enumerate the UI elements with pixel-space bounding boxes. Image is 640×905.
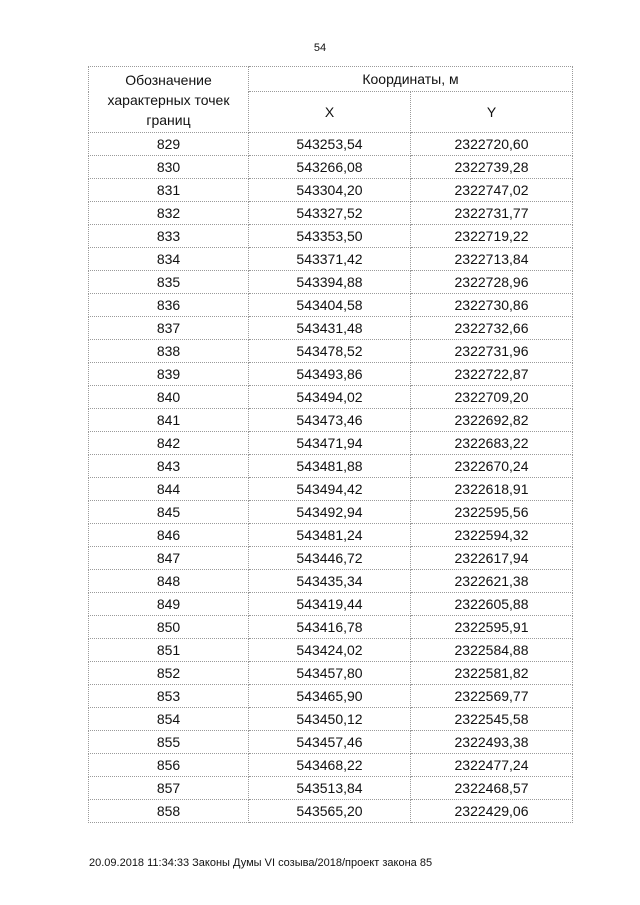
point-cell: 836 bbox=[89, 294, 249, 317]
y-coordinate-cell: 2322720,60 bbox=[411, 133, 573, 156]
point-cell: 835 bbox=[89, 271, 249, 294]
point-cell: 841 bbox=[89, 409, 249, 432]
table-row bbox=[89, 317, 573, 340]
table-row bbox=[89, 179, 573, 202]
coordinates-table bbox=[88, 66, 573, 823]
table-row bbox=[89, 248, 573, 271]
table-row bbox=[89, 156, 573, 179]
x-coordinate-cell: 543471,94 bbox=[249, 432, 411, 455]
x-coordinate-cell: 543473,46 bbox=[249, 409, 411, 432]
y-coordinate-cell: 2322719,22 bbox=[411, 225, 573, 248]
coordinates-header: Координаты, м bbox=[249, 67, 573, 92]
table-header-row bbox=[89, 67, 573, 92]
y-coordinate-cell: 2322605,88 bbox=[411, 593, 573, 616]
table-row bbox=[89, 294, 573, 317]
table-row bbox=[89, 409, 573, 432]
table-row bbox=[89, 754, 573, 777]
point-cell: 834 bbox=[89, 248, 249, 271]
table-row bbox=[89, 386, 573, 409]
x-coordinate-cell: 543416,78 bbox=[249, 616, 411, 639]
point-cell: 842 bbox=[89, 432, 249, 455]
y-coordinate-cell: 2322493,38 bbox=[411, 731, 573, 754]
table-row bbox=[89, 340, 573, 363]
y-coordinate-cell: 2322692,82 bbox=[411, 409, 573, 432]
y-coordinate-cell: 2322584,88 bbox=[411, 639, 573, 662]
y-coordinate-cell: 2322621,38 bbox=[411, 570, 573, 593]
point-cell: 846 bbox=[89, 524, 249, 547]
x-coordinate-cell: 543465,90 bbox=[249, 685, 411, 708]
y-coordinate-cell: 2322731,96 bbox=[411, 340, 573, 363]
table-row bbox=[89, 708, 573, 731]
table-row bbox=[89, 731, 573, 754]
x-coordinate-cell: 543446,72 bbox=[249, 547, 411, 570]
y-coordinate-cell: 2322709,20 bbox=[411, 386, 573, 409]
point-cell: 845 bbox=[89, 501, 249, 524]
point-cell: 850 bbox=[89, 616, 249, 639]
y-coordinate-cell: 2322618,91 bbox=[411, 478, 573, 501]
point-cell: 832 bbox=[89, 202, 249, 225]
x-coordinate-cell: 543494,02 bbox=[249, 386, 411, 409]
x-coordinate-cell: 543492,94 bbox=[249, 501, 411, 524]
y-coordinate-cell: 2322429,06 bbox=[411, 800, 573, 823]
y-coordinate-cell: 2322477,24 bbox=[411, 754, 573, 777]
point-cell: 830 bbox=[89, 156, 249, 179]
table-row bbox=[89, 202, 573, 225]
table-row bbox=[89, 271, 573, 294]
x-coordinate-cell: 543266,08 bbox=[249, 156, 411, 179]
y-coordinate-cell: 2322732,66 bbox=[411, 317, 573, 340]
table-row bbox=[89, 133, 573, 156]
x-column-header: X bbox=[249, 92, 411, 133]
point-cell: 831 bbox=[89, 179, 249, 202]
table-row bbox=[89, 478, 573, 501]
x-coordinate-cell: 543394,88 bbox=[249, 271, 411, 294]
y-coordinate-cell: 2322569,77 bbox=[411, 685, 573, 708]
x-coordinate-cell: 543481,24 bbox=[249, 524, 411, 547]
x-coordinate-cell: 543468,22 bbox=[249, 754, 411, 777]
x-coordinate-cell: 543435,34 bbox=[249, 570, 411, 593]
point-cell: 854 bbox=[89, 708, 249, 731]
x-coordinate-cell: 543253,54 bbox=[249, 133, 411, 156]
x-coordinate-cell: 543353,50 bbox=[249, 225, 411, 248]
table-row bbox=[89, 777, 573, 800]
table-row bbox=[89, 455, 573, 478]
y-coordinate-cell: 2322581,82 bbox=[411, 662, 573, 685]
y-coordinate-cell: 2322739,28 bbox=[411, 156, 573, 179]
point-cell: 839 bbox=[89, 363, 249, 386]
point-cell: 852 bbox=[89, 662, 249, 685]
point-cell: 837 bbox=[89, 317, 249, 340]
designation-header: Обозначение характерных точек границ bbox=[89, 67, 249, 133]
x-coordinate-cell: 543457,80 bbox=[249, 662, 411, 685]
point-cell: 851 bbox=[89, 639, 249, 662]
y-coordinate-cell: 2322670,24 bbox=[411, 455, 573, 478]
y-coordinate-cell: 2322722,87 bbox=[411, 363, 573, 386]
point-cell: 853 bbox=[89, 685, 249, 708]
point-cell: 829 bbox=[89, 133, 249, 156]
point-cell: 833 bbox=[89, 225, 249, 248]
point-cell: 840 bbox=[89, 386, 249, 409]
page-number: 54 bbox=[313, 42, 327, 54]
x-coordinate-cell: 543565,20 bbox=[249, 800, 411, 823]
point-cell: 858 bbox=[89, 800, 249, 823]
point-cell: 848 bbox=[89, 570, 249, 593]
point-cell: 843 bbox=[89, 455, 249, 478]
table-row bbox=[89, 662, 573, 685]
y-coordinate-cell: 2322468,57 bbox=[411, 777, 573, 800]
footer-stamp: 20.09.2018 11:34:33 Законы Думы VI созыва/2018/проект закона 85 bbox=[89, 857, 433, 869]
y-column-header: Y bbox=[411, 92, 573, 133]
point-cell: 847 bbox=[89, 547, 249, 570]
x-coordinate-cell: 543478,52 bbox=[249, 340, 411, 363]
x-coordinate-cell: 543327,52 bbox=[249, 202, 411, 225]
y-coordinate-cell: 2322594,32 bbox=[411, 524, 573, 547]
point-cell: 855 bbox=[89, 731, 249, 754]
y-coordinate-cell: 2322713,84 bbox=[411, 248, 573, 271]
x-coordinate-cell: 543304,20 bbox=[249, 179, 411, 202]
table-row bbox=[89, 363, 573, 386]
point-cell: 857 bbox=[89, 777, 249, 800]
y-coordinate-cell: 2322730,86 bbox=[411, 294, 573, 317]
table-row bbox=[89, 225, 573, 248]
x-coordinate-cell: 543424,02 bbox=[249, 639, 411, 662]
point-cell: 856 bbox=[89, 754, 249, 777]
table-row bbox=[89, 547, 573, 570]
x-coordinate-cell: 543431,48 bbox=[249, 317, 411, 340]
x-coordinate-cell: 543404,58 bbox=[249, 294, 411, 317]
x-coordinate-cell: 543371,42 bbox=[249, 248, 411, 271]
point-cell: 844 bbox=[89, 478, 249, 501]
y-coordinate-cell: 2322595,91 bbox=[411, 616, 573, 639]
table-row bbox=[89, 616, 573, 639]
point-cell: 838 bbox=[89, 340, 249, 363]
y-coordinate-cell: 2322728,96 bbox=[411, 271, 573, 294]
table-row bbox=[89, 501, 573, 524]
x-coordinate-cell: 543419,44 bbox=[249, 593, 411, 616]
y-coordinate-cell: 2322747,02 bbox=[411, 179, 573, 202]
table-body bbox=[89, 133, 573, 823]
x-coordinate-cell: 543481,88 bbox=[249, 455, 411, 478]
table-row bbox=[89, 639, 573, 662]
y-coordinate-cell: 2322545,58 bbox=[411, 708, 573, 731]
table-row bbox=[89, 800, 573, 823]
x-coordinate-cell: 543494,42 bbox=[249, 478, 411, 501]
y-coordinate-cell: 2322595,56 bbox=[411, 501, 573, 524]
x-coordinate-cell: 543457,46 bbox=[249, 731, 411, 754]
table-row bbox=[89, 524, 573, 547]
y-coordinate-cell: 2322617,94 bbox=[411, 547, 573, 570]
table-row bbox=[89, 685, 573, 708]
x-coordinate-cell: 543450,12 bbox=[249, 708, 411, 731]
table-row bbox=[89, 593, 573, 616]
table-row bbox=[89, 570, 573, 593]
y-coordinate-cell: 2322731,77 bbox=[411, 202, 573, 225]
x-coordinate-cell: 543493,86 bbox=[249, 363, 411, 386]
table-row bbox=[89, 432, 573, 455]
x-coordinate-cell: 543513,84 bbox=[249, 777, 411, 800]
point-cell: 849 bbox=[89, 593, 249, 616]
y-coordinate-cell: 2322683,22 bbox=[411, 432, 573, 455]
